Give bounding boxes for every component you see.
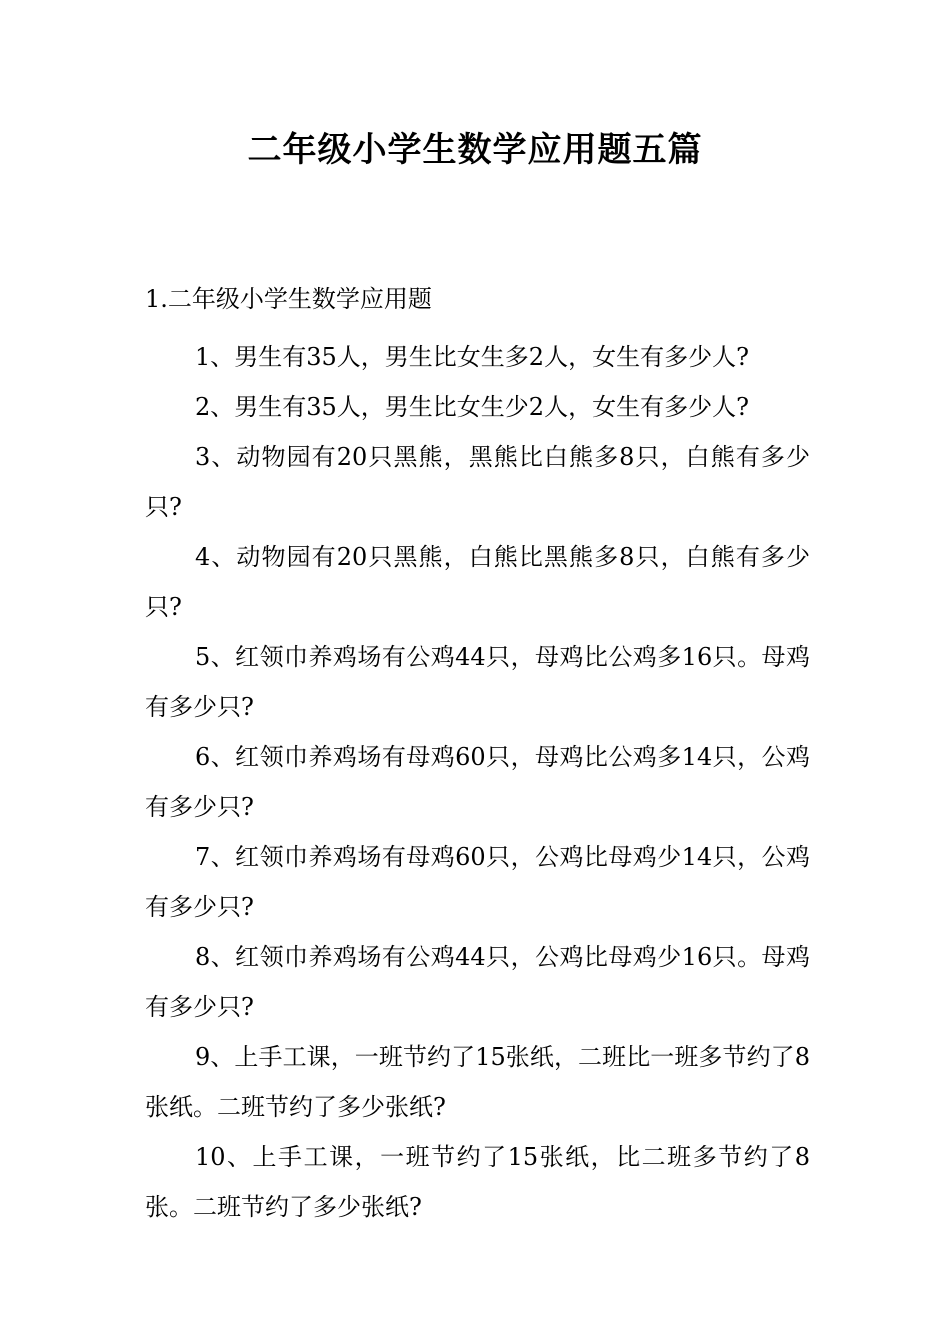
section-heading: 1.二年级小学生数学应用题 [145, 285, 432, 313]
question-3: 3、动物园有20只黑熊，黑熊比白熊多8只，白熊有多少只? [145, 443, 810, 521]
question-4: 4、动物园有20只黑熊，白熊比黑熊多8只，白熊有多少只? [145, 543, 810, 621]
question-list [145, 332, 810, 1232]
question-8: 8、红领巾养鸡场有公鸡44只，公鸡比母鸡少16只。母鸡有多少只? [145, 943, 810, 1021]
question-7: 7、红领巾养鸡场有母鸡60只，公鸡比母鸡少14只，公鸡有多少只? [145, 843, 810, 921]
document-title: 二年级小学生数学应用题五篇 [247, 130, 703, 170]
question-1: 1、男生有35人，男生比女生多2人，女生有多少人? [195, 343, 749, 371]
question-2: 2、男生有35人，男生比女生少2人，女生有多少人? [195, 393, 749, 421]
question-9: 9、上手工课，一班节约了15张纸，二班比一班多节约了8张纸。二班节约了多少张纸? [145, 1043, 810, 1121]
question-10: 10、上手工课，一班节约了15张纸，比二班多节约了8张。二班节约了多少张纸? [145, 1143, 810, 1221]
question-5: 5、红领巾养鸡场有公鸡44只，母鸡比公鸡多16只。母鸡有多少只? [145, 643, 810, 721]
question-6: 6、红领巾养鸡场有母鸡60只，母鸡比公鸡多14只，公鸡有多少只? [145, 743, 810, 821]
